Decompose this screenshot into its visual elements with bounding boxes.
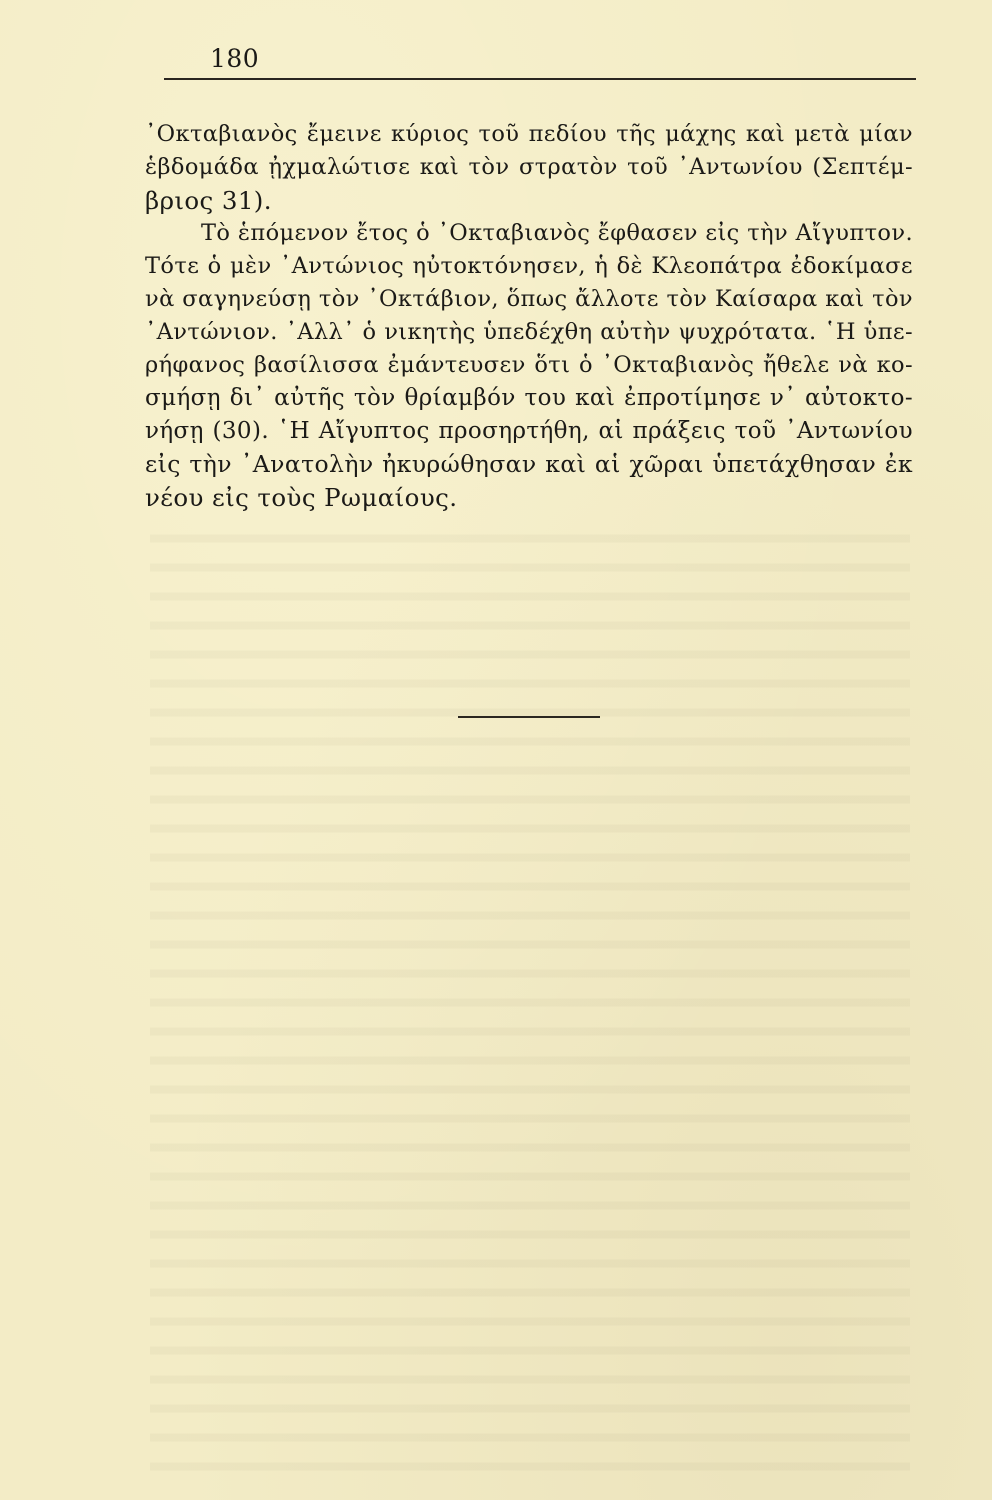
text-line-9: σμήσῃ δι᾿ αὐτῆς τὸν θρίαμβόν του καὶ ἐπροτίμησε ν᾿ αὐτοκτο- bbox=[145, 385, 913, 411]
body-paragraphs bbox=[145, 118, 913, 514]
text-line-6: νὰ σαγηνεύσῃ τὸν ᾿Οκτάβιον, ὅπως ἄλλοτε τὸν Καίσαρα καὶ τὸν bbox=[145, 286, 913, 312]
text-line-10: νήσῃ (30). ῾Η Αἴγυπτος προσηρτήθη, αἱ πράξεις τοῦ ᾿Αντωνίου bbox=[145, 418, 913, 444]
text-line-8: ρήφανος βασίλισσα ἐμάντευσεν ὅτι ὁ ᾿Οκταβιανὸς ἤθελε νὰ κο- bbox=[145, 352, 913, 378]
header-rule bbox=[164, 78, 916, 80]
text-line-12: νέου εἰς τοὺς Ρωμαίους. bbox=[145, 483, 458, 512]
page-number: 180 bbox=[210, 44, 260, 73]
text-line-3: βριος 31). bbox=[145, 186, 272, 215]
text-line-7: ᾿Αντώνιον. ᾿Αλλ᾿ ὁ νικητὴς ὑπεδέχθη αὐτὴν ψυχρότατα. ῾Η ὑπε- bbox=[145, 319, 913, 345]
text-line-1: ᾿Οκταβιανὸς ἔμεινε κύριος τοῦ πεδίου τῆς μάχης καὶ μετὰ μίαν bbox=[145, 121, 913, 147]
text-line-11: εἰς τὴν ᾿Ανατολὴν ἠκυρώθησαν καὶ αἱ χῶραι ὑπετάχθησαν ἐκ bbox=[145, 450, 913, 478]
text-line-2: ἑβδομάδα ᾐχμαλώτισε καὶ τὸν στρατὸν τοῦ ᾿Αντωνίου (Σεπτέμ- bbox=[145, 154, 913, 180]
text-line-4: Τὸ ἑπόμενον ἔτος ὁ ᾿Οκταβιανὸς ἔφθασεν εἰς τὴν Αἴγυπτον. bbox=[201, 220, 913, 246]
text-line-5: Τότε ὁ μὲν ᾿Αντώνιος ηὐτοκτόνησεν, ἡ δὲ Κλεοπάτρα ἐδοκίμασε bbox=[145, 253, 913, 279]
section-divider bbox=[458, 716, 600, 718]
bleed-through-texture bbox=[150, 520, 910, 1480]
